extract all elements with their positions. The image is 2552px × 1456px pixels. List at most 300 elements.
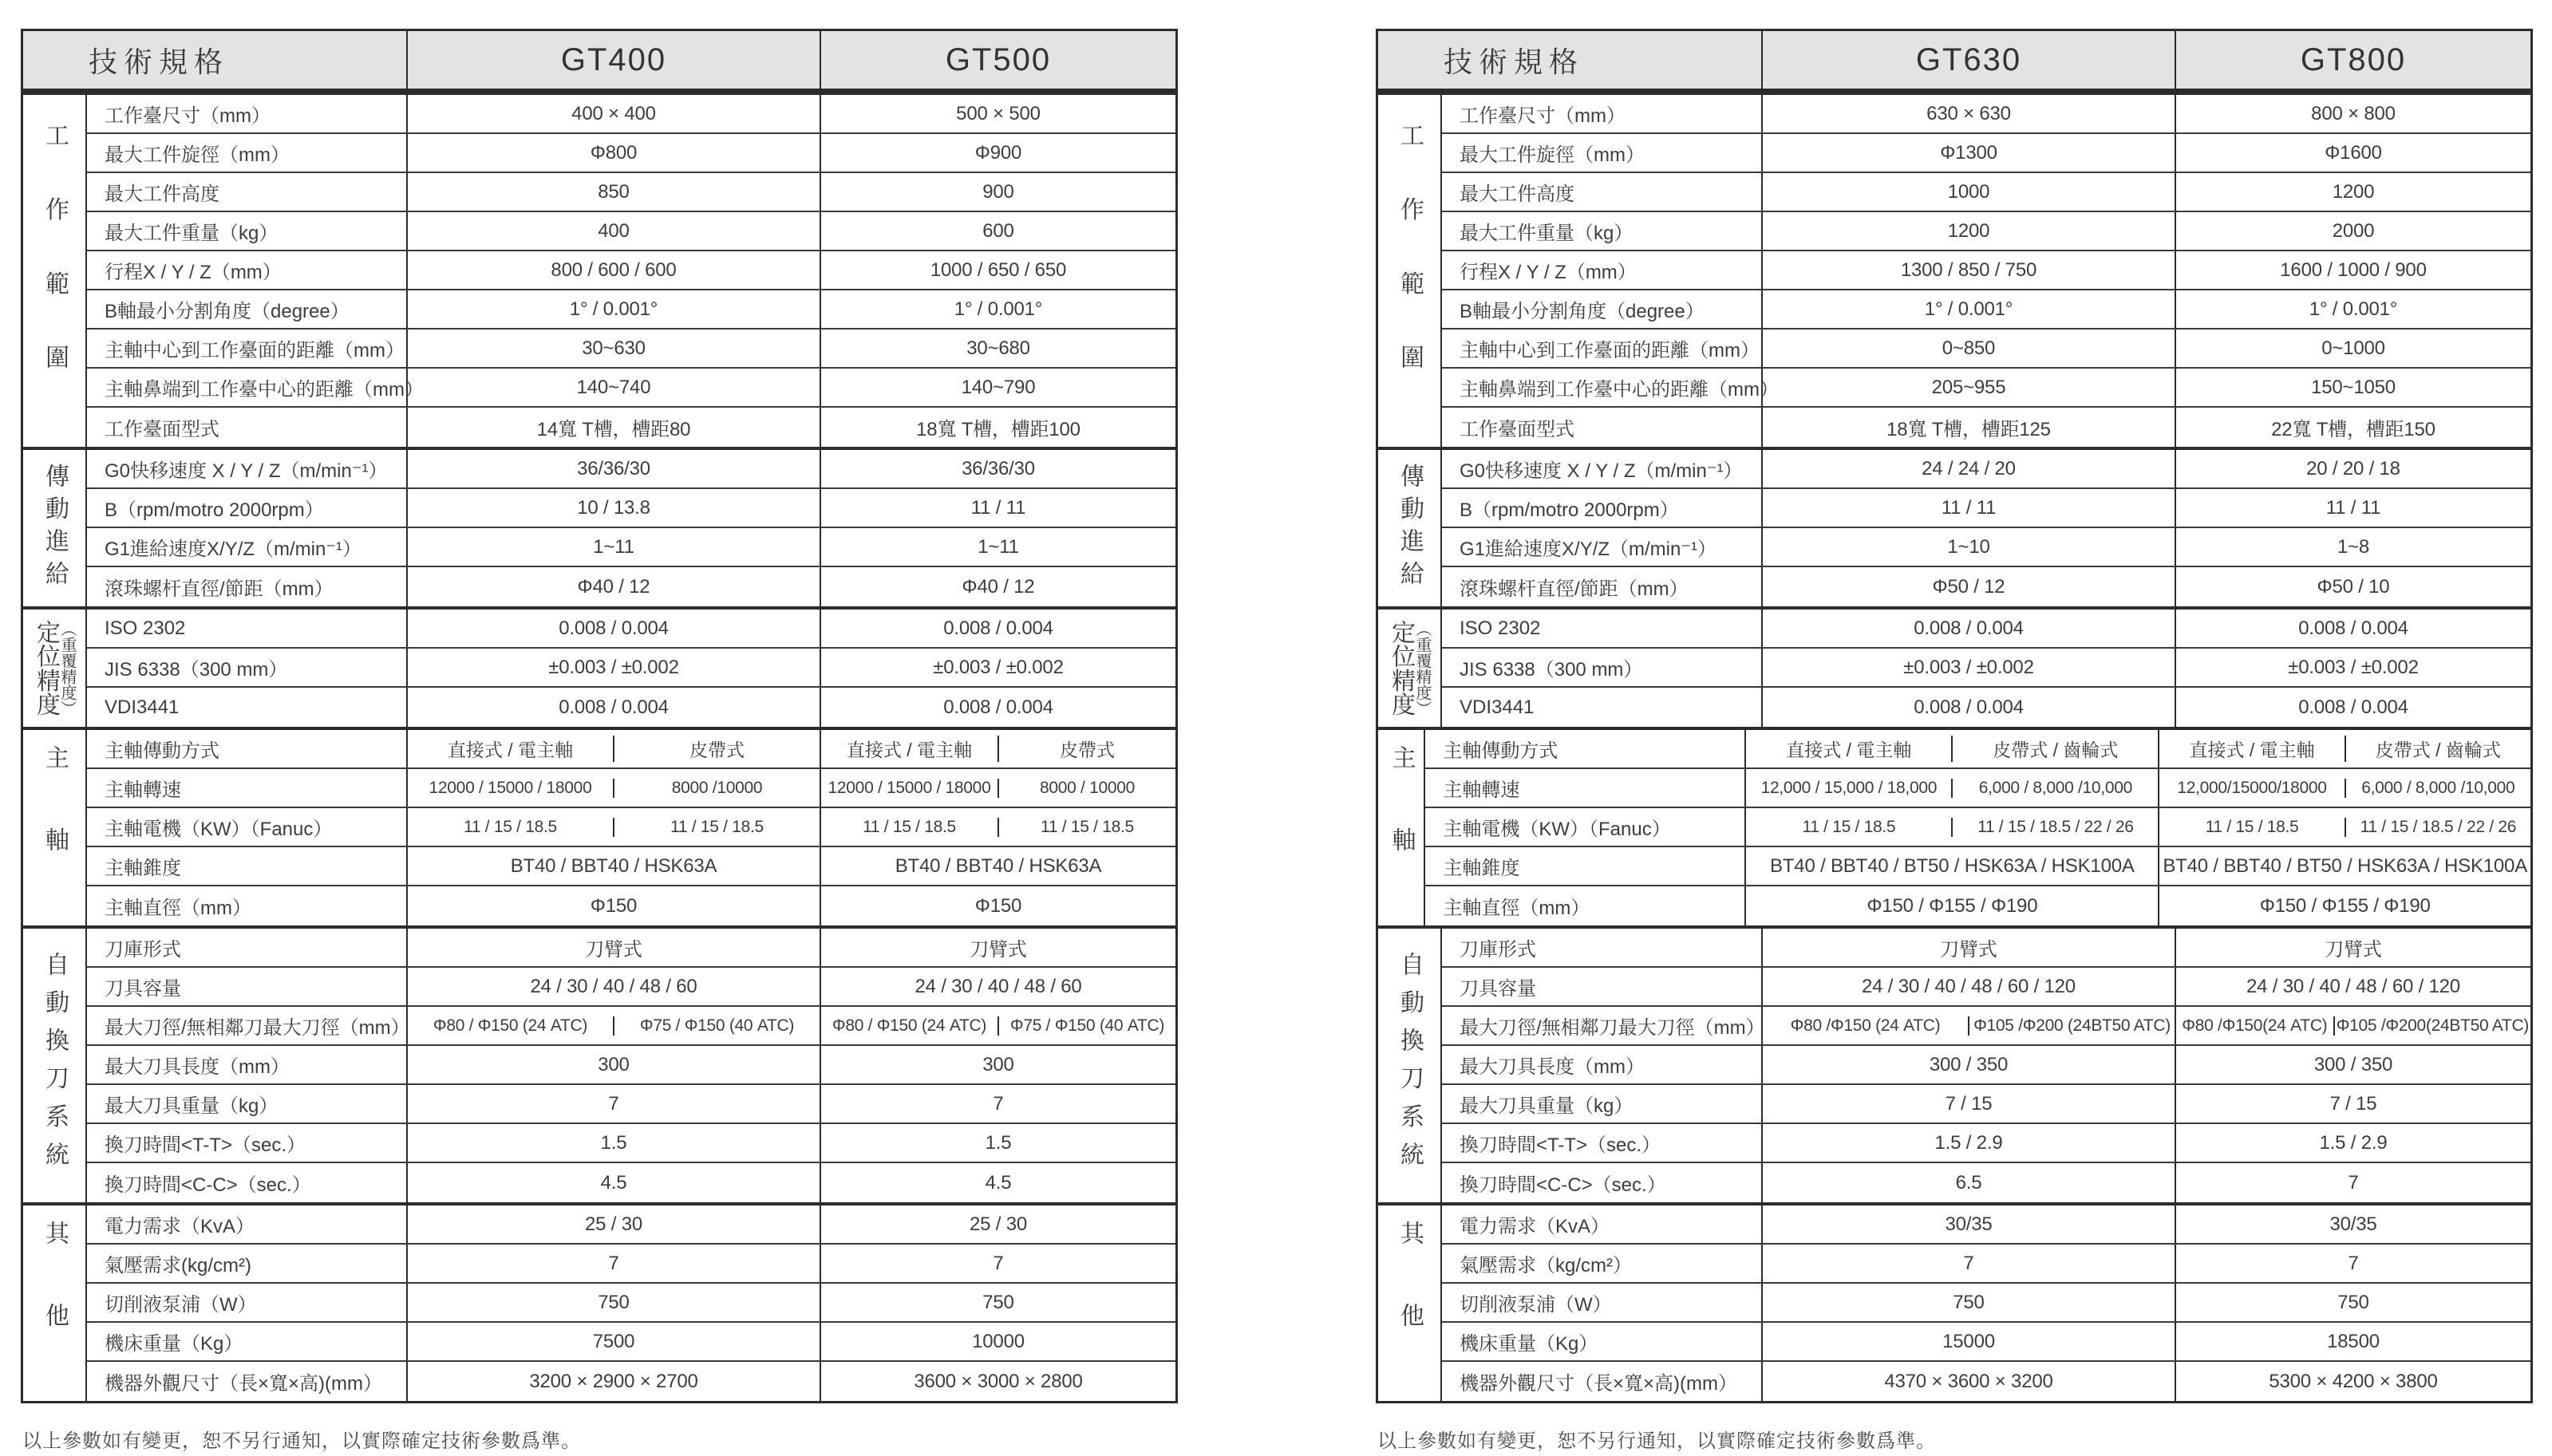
value-cell: 刀臂式 xyxy=(1763,929,2176,966)
spec-row xyxy=(87,886,1175,925)
spec-row xyxy=(87,847,1175,886)
value-cell: 36/36/30 xyxy=(408,450,821,487)
row-label: 最大刀具長度（mm） xyxy=(87,1046,408,1083)
row-label: 工作臺尺寸（mm） xyxy=(1442,95,1763,132)
spec-row xyxy=(87,567,1175,606)
row-label: 氣壓需求（kg/cm²） xyxy=(1442,1245,1763,1282)
row-label: 機器外觀尺寸（長×寬×高)(mm） xyxy=(87,1362,408,1401)
spec-table-gt400-gt500 xyxy=(21,29,1178,1403)
row-label: 行程X / Y / Z（mm） xyxy=(1442,251,1763,289)
spec-row xyxy=(87,1205,1175,1245)
spec-row xyxy=(87,1046,1175,1085)
value-cell: 0~1000 xyxy=(2321,337,2385,359)
spec-group xyxy=(1378,92,2530,447)
group-label-text: 主軸 xyxy=(1388,745,1415,910)
row-label: 刀具容量 xyxy=(1442,968,1763,1005)
value-cell: 1° / 0.001° xyxy=(1763,290,2176,328)
value-cell: ±0.003 / ±0.002 xyxy=(2288,656,2419,678)
value-cell: 18500 xyxy=(2327,1330,2380,1352)
value-half: 皮帶式 xyxy=(613,736,820,762)
value-cell: 750 xyxy=(982,1291,1014,1313)
spec-group xyxy=(1378,1202,2530,1401)
table-header xyxy=(23,31,1175,92)
spec-row xyxy=(1442,1163,2530,1202)
value-half: 12000 / 15000 / 18000 xyxy=(828,778,991,797)
spec-group xyxy=(23,606,1175,727)
value-cell: 刀臂式 xyxy=(2325,939,2382,961)
row-label: 主軸電機（KW）（Fanuc） xyxy=(87,808,408,846)
value-cell: 1~8 xyxy=(2337,535,2370,558)
row-label: 主軸中心到工作臺面的距離（mm） xyxy=(87,329,408,367)
group-rows xyxy=(87,1205,1175,1401)
value-half: Φ80 / Φ150 (24 ATC) xyxy=(832,1016,987,1035)
value-half: 11 / 15 / 18.5 / 22 / 26 xyxy=(2345,818,2530,837)
value-cell: 1200 xyxy=(2332,180,2375,203)
value-cell: 1000 / 650 / 650 xyxy=(930,258,1067,281)
value-cell: 300 / 350 xyxy=(2313,1053,2393,1075)
value-cell: 30/35 xyxy=(1763,1205,2176,1243)
value-cell: 7 xyxy=(2348,1171,2359,1194)
value-cell xyxy=(408,808,821,846)
value-cell: 11 / 11 xyxy=(1763,489,2176,527)
value-cell: 4.5 xyxy=(408,1163,821,1202)
table-header xyxy=(1378,31,2530,92)
value-cell xyxy=(1746,808,2159,846)
group-rows xyxy=(1425,730,2530,925)
spec-row xyxy=(87,808,1175,847)
spec-row xyxy=(1442,408,2530,447)
spec-row xyxy=(1425,808,2530,847)
value-cell: 11 / 11 xyxy=(970,496,1026,519)
group-rows xyxy=(87,450,1175,606)
footnote: 以上參數如有變更，恕不另行通知，以實際確定技術參數爲準。 xyxy=(22,1430,581,1452)
value-half: 直接式 / 電主軸 xyxy=(447,740,574,760)
row-label: 主軸傳動方式 xyxy=(87,730,408,767)
value-cell xyxy=(2159,808,2530,846)
spec-row xyxy=(87,929,1175,968)
value-cell: 24 / 24 / 20 xyxy=(1763,450,2176,487)
group-label-text: 其他 xyxy=(41,1221,68,1386)
value-cell: 刀臂式 xyxy=(970,939,1027,961)
row-label: 最大刀具重量（kg） xyxy=(87,1085,408,1123)
value-cell xyxy=(2159,730,2530,767)
value-cell: Φ800 xyxy=(408,134,821,172)
spec-row xyxy=(1442,528,2530,567)
spec-group xyxy=(1378,925,2530,1202)
value-cell: 0.008 / 0.004 xyxy=(1763,610,2176,647)
spec-row xyxy=(1442,1323,2530,1362)
spec-row xyxy=(87,450,1175,489)
row-label: 電力需求（KvA） xyxy=(87,1205,408,1243)
value-cell: BT40 / BBT40 / HSK63A xyxy=(408,847,821,885)
value-cell: 0.008 / 0.004 xyxy=(2298,696,2408,718)
group-label xyxy=(1378,95,1442,447)
value-cell: 18寬 T槽，槽距125 xyxy=(1763,408,2176,447)
value-cell: 6.5 xyxy=(1763,1163,2176,1202)
value-cell: BT40 / BBT40 / HSK63A xyxy=(895,854,1102,877)
value-cell: 30~630 xyxy=(408,329,821,367)
value-cell: 800 / 600 / 600 xyxy=(408,251,821,289)
value-cell: 11 / 11 xyxy=(2325,496,2381,519)
row-label: 主軸傳動方式 xyxy=(1425,730,1746,767)
spec-row xyxy=(1425,769,2530,808)
spec-row xyxy=(87,134,1175,173)
group-label-text: 自動換刀系統 xyxy=(1396,951,1423,1180)
spec-group xyxy=(1378,447,2530,606)
row-label: B（rpm/motro 2000rpm） xyxy=(87,489,408,527)
value-cell: 1200 xyxy=(1763,212,2176,250)
value-cell xyxy=(1763,1007,2176,1044)
value-cell: 1300 / 850 / 750 xyxy=(1763,251,2176,289)
value-cell: ±0.003 / ±0.002 xyxy=(1763,649,2176,686)
value-cell: 750 xyxy=(2337,1291,2369,1313)
model-header: GT800 xyxy=(2300,41,2407,77)
spec-row xyxy=(87,1245,1175,1284)
spec-group xyxy=(23,92,1175,447)
value-cell: 7 xyxy=(408,1085,821,1123)
group-rows xyxy=(1442,929,2530,1202)
model-header: GT500 xyxy=(945,41,1052,77)
value-half: 6,000 / 8,000 /10,000 xyxy=(2345,779,2530,798)
spec-row xyxy=(1442,1245,2530,1284)
spec-row xyxy=(1442,1124,2530,1163)
value-cell: 4370 × 3600 × 3200 xyxy=(1763,1362,2176,1401)
row-label: 主軸鼻端到工作臺中心的距離（mm） xyxy=(1442,369,1763,406)
spec-row xyxy=(87,769,1175,808)
value-cell: 1600 / 1000 / 900 xyxy=(2280,258,2427,281)
value-cell: 36/36/30 xyxy=(962,457,1035,479)
spec-row xyxy=(1425,847,2530,886)
value-cell: 7 xyxy=(1763,1245,2176,1282)
row-label: G0快移速度 X / Y / Z（m/min⁻¹） xyxy=(1442,450,1763,487)
group-label-text: 主軸 xyxy=(41,745,68,910)
value-cell: 0~850 xyxy=(1763,329,2176,367)
value-half: 11 / 15 / 18.5 xyxy=(997,818,1175,837)
spec-row xyxy=(1442,649,2530,688)
row-label: 刀庫形式 xyxy=(87,929,408,966)
spec-row xyxy=(1442,329,2530,369)
value-cell: 7 xyxy=(993,1092,1004,1115)
value-cell: Φ150 / Φ155 / Φ190 xyxy=(2259,894,2431,917)
group-label-text: 定位精度 xyxy=(1388,620,1414,716)
value-half: 11 / 15 / 18.5 xyxy=(1802,817,1896,836)
value-cell xyxy=(821,808,1175,846)
value-cell: ±0.003 / ±0.002 xyxy=(933,656,1064,678)
value-cell: 7 xyxy=(408,1245,821,1282)
group-label xyxy=(1378,450,1442,606)
value-half: Φ105 /Φ200(24BT50 ATC) xyxy=(2333,1016,2530,1036)
value-half: Φ75 / Φ150 (40 ATC) xyxy=(613,1016,820,1036)
spec-row xyxy=(87,212,1175,251)
spec-row xyxy=(1442,688,2530,727)
row-label: 機器外觀尺寸（長×寬×高)(mm） xyxy=(1442,1362,1763,1401)
spec-row xyxy=(87,95,1175,134)
value-cell: 2000 xyxy=(2332,219,2375,242)
value-cell xyxy=(408,730,821,767)
row-label: 最大刀徑/無相鄰刀最大刀徑（mm） xyxy=(1442,1007,1763,1044)
value-cell: Φ1600 xyxy=(2325,141,2382,164)
group-rows xyxy=(1442,1205,2530,1401)
value-cell: 0.008 / 0.004 xyxy=(2298,617,2408,639)
spec-row xyxy=(1442,1205,2530,1245)
value-cell: 630 × 630 xyxy=(1763,95,2176,132)
value-cell xyxy=(2176,1007,2530,1044)
value-cell xyxy=(821,769,1175,807)
row-label: 主軸轉速 xyxy=(87,769,408,807)
spec-row xyxy=(87,1284,1175,1323)
spec-group xyxy=(23,1202,1175,1401)
value-cell: Φ150 xyxy=(974,894,1022,917)
value-half: 12000 / 15000 / 18000 xyxy=(429,778,592,797)
value-cell: 140~790 xyxy=(961,376,1036,398)
model-header: GT630 xyxy=(1763,31,2176,89)
value-half: 6,000 / 8,000 /10,000 xyxy=(1951,779,2158,798)
row-label: 滾珠螺杆直徑/節距（mm） xyxy=(87,567,408,606)
value-cell: 30/35 xyxy=(2329,1213,2377,1235)
group-rows xyxy=(87,610,1175,727)
row-label: 最大工件旋徑（mm） xyxy=(87,134,408,172)
value-cell: 25 / 30 xyxy=(970,1213,1027,1235)
value-cell xyxy=(1746,730,2159,767)
group-rows xyxy=(87,730,1175,925)
value-half: 皮帶式 / 齒輪式 xyxy=(1951,736,2158,762)
value-cell: Φ40 / 12 xyxy=(962,575,1035,598)
row-label: 電力需求（KvA） xyxy=(1442,1205,1763,1243)
spec-group xyxy=(1378,606,2530,727)
row-label: 切削液泵浦（W） xyxy=(1442,1284,1763,1321)
value-cell: 24 / 30 / 40 / 48 / 60 / 120 xyxy=(1763,968,2176,1005)
value-cell: 10 / 13.8 xyxy=(408,489,821,527)
value-cell: 400 xyxy=(408,212,821,250)
spec-row xyxy=(1442,290,2530,329)
spec-row xyxy=(87,408,1175,447)
spec-row xyxy=(1442,450,2530,489)
row-label: 主軸電機（KW）（Fanuc） xyxy=(1425,808,1746,846)
spec-row xyxy=(87,489,1175,528)
spec-row xyxy=(87,688,1175,727)
row-label: B（rpm/motro 2000rpm） xyxy=(1442,489,1763,527)
value-cell: 1° / 0.001° xyxy=(408,290,821,328)
value-cell: 24 / 30 / 40 / 48 / 60 / 120 xyxy=(2246,975,2460,997)
row-label: 工作臺面型式 xyxy=(1442,408,1763,447)
group-label xyxy=(1378,929,1442,1202)
group-label xyxy=(1378,610,1442,727)
spec-row xyxy=(1442,1085,2530,1124)
value-cell: 7500 xyxy=(408,1323,821,1360)
row-label: 最大刀徑/無相鄰刀最大刀徑（mm） xyxy=(87,1007,408,1044)
row-label: 換刀時間<T-T>（sec.） xyxy=(1442,1124,1763,1162)
value-half: 11 / 15 / 18.5 xyxy=(464,817,557,836)
group-label xyxy=(1378,1205,1442,1401)
value-cell xyxy=(821,730,1175,767)
value-cell: 1~11 xyxy=(408,528,821,566)
spec-row xyxy=(87,1007,1175,1046)
value-cell: BT40 / BBT40 / BT50 / HSK63A / HSK100A xyxy=(2163,854,2527,877)
value-cell: Φ150 / Φ155 / Φ190 xyxy=(1746,886,2159,925)
row-label: G1進給速度X/Y/Z（m/min⁻¹） xyxy=(87,528,408,566)
value-cell: 24 / 30 / 40 / 48 / 60 xyxy=(408,968,821,1005)
value-cell: 400 × 400 xyxy=(408,95,821,132)
value-cell: 1~11 xyxy=(978,535,1019,558)
spec-row xyxy=(87,649,1175,688)
value-cell: Φ50 / 10 xyxy=(2317,575,2390,598)
spec-row xyxy=(1442,369,2530,408)
value-cell: 300 xyxy=(408,1046,821,1083)
value-cell: Φ900 xyxy=(974,141,1022,164)
spec-table-gt630-gt800 xyxy=(1376,29,2533,1403)
row-label: ISO 2302 xyxy=(87,610,408,647)
value-cell: 5300 × 4200 × 3800 xyxy=(2269,1370,2438,1392)
row-label: 最大工件高度 xyxy=(87,173,408,211)
spec-row xyxy=(87,1163,1175,1202)
value-cell: 24 / 30 / 40 / 48 / 60 xyxy=(915,975,1082,997)
group-label-text: 傳動進給 xyxy=(1396,463,1423,594)
footnote: 以上參數如有變更，恕不另行通知，以實際確定技術參數爲準。 xyxy=(1377,1430,1936,1452)
value-half: Φ80 /Φ150(24 ATC) xyxy=(2182,1016,2328,1035)
row-label: VDI3441 xyxy=(87,688,408,727)
group-label-text: 工作範圍 xyxy=(41,123,68,419)
value-half: Φ80 /Φ150 (24 ATC) xyxy=(1790,1016,1941,1035)
value-cell: 600 xyxy=(982,219,1014,242)
value-cell: Φ1300 xyxy=(1763,134,2176,172)
spec-row xyxy=(1425,886,2530,925)
spec-row xyxy=(1442,134,2530,173)
spec-row xyxy=(87,1323,1175,1362)
value-cell: 300 / 350 xyxy=(1763,1046,2176,1083)
group-rows xyxy=(1442,610,2530,727)
group-label xyxy=(23,610,87,727)
value-half: 直接式 / 電主軸 xyxy=(2189,740,2315,760)
value-cell: 7 xyxy=(2348,1252,2359,1274)
row-label: 刀庫形式 xyxy=(1442,929,1763,966)
spec-row xyxy=(87,610,1175,649)
row-label: 滾珠螺杆直徑/節距（mm） xyxy=(1442,567,1763,606)
value-cell: ±0.003 / ±0.002 xyxy=(408,649,821,686)
spec-row xyxy=(1442,1046,2530,1085)
value-cell: 刀臂式 xyxy=(408,929,821,966)
spec-row xyxy=(1442,251,2530,290)
group-label-text: 自動換刀系統 xyxy=(41,951,68,1180)
spec-row xyxy=(1425,730,2530,769)
row-label: 主軸錐度 xyxy=(87,847,408,885)
spec-row xyxy=(1442,212,2530,251)
value-cell: 15000 xyxy=(1763,1323,2176,1360)
value-cell: 140~740 xyxy=(408,369,821,406)
group-label-text: 定位精度 xyxy=(33,620,59,716)
value-half: 11 / 15 / 18.5 xyxy=(2205,817,2299,836)
model-header: GT400 xyxy=(408,31,821,89)
spec-row xyxy=(87,290,1175,329)
value-half: 12,000 / 15,000 / 18,000 xyxy=(1760,778,1938,797)
spec-group xyxy=(23,727,1175,925)
row-label: 機床重量（Kg） xyxy=(1442,1323,1763,1360)
value-cell: 14寬 T槽，槽距80 xyxy=(408,408,821,447)
value-half: 直接式 / 電主軸 xyxy=(846,740,973,760)
row-label: 機床重量（Kg） xyxy=(87,1323,408,1360)
row-label: 行程X / Y / Z（mm） xyxy=(87,251,408,289)
value-cell: 1.5 / 2.9 xyxy=(1763,1124,2176,1162)
group-label-text: 工作範圍 xyxy=(1396,123,1423,419)
value-cell: 0.008 / 0.004 xyxy=(943,696,1053,718)
spec-row xyxy=(1442,173,2530,212)
row-label: 最大工件重量（kg） xyxy=(87,212,408,250)
value-cell: 300 xyxy=(982,1053,1014,1075)
row-label: 換刀時間<C-C>（sec.） xyxy=(87,1163,408,1202)
value-cell: 3600 × 3000 × 2800 xyxy=(914,1370,1083,1392)
value-half: 12,000/15000/18000 xyxy=(2177,778,2327,797)
group-label-text: 其他 xyxy=(1396,1221,1423,1386)
value-cell: 500 × 500 xyxy=(956,102,1041,124)
spec-row xyxy=(87,730,1175,769)
spec-group xyxy=(1378,727,2530,925)
row-label: 主軸直徑（mm） xyxy=(87,886,408,925)
value-half: 8000 / 10000 xyxy=(997,779,1175,798)
value-cell xyxy=(2159,769,2530,807)
row-label: G0快移速度 X / Y / Z（m/min⁻¹） xyxy=(87,450,408,487)
value-cell: Φ40 / 12 xyxy=(408,567,821,606)
spec-row xyxy=(87,1362,1175,1401)
value-cell: 750 xyxy=(408,1284,821,1321)
value-cell: 0.008 / 0.004 xyxy=(408,688,821,727)
group-label xyxy=(23,730,87,925)
value-cell: 0.008 / 0.004 xyxy=(408,610,821,647)
row-label: 刀具容量 xyxy=(87,968,408,1005)
group-label-text: 傳動進給 xyxy=(41,463,68,594)
row-label: VDI3441 xyxy=(1442,688,1763,727)
value-cell: 3200 × 2900 × 2700 xyxy=(408,1362,821,1401)
value-half: Φ75 / Φ150 (40 ATC) xyxy=(997,1016,1175,1036)
value-cell: BT40 / BBT40 / BT50 / HSK63A / HSK100A xyxy=(1746,847,2159,885)
value-cell: 20 / 20 / 18 xyxy=(2306,457,2400,479)
value-cell: Φ150 xyxy=(408,886,821,925)
value-cell: 900 xyxy=(982,180,1014,203)
value-cell xyxy=(1746,769,2159,807)
value-cell: 205~955 xyxy=(1763,369,2176,406)
value-cell: 0.008 / 0.004 xyxy=(943,617,1053,639)
group-rows xyxy=(87,929,1175,1202)
row-label: 主軸中心到工作臺面的距離（mm） xyxy=(1442,329,1763,367)
spec-group xyxy=(23,925,1175,1202)
value-cell xyxy=(408,1007,821,1044)
spec-row xyxy=(1442,489,2530,528)
row-label: 主軸轉速 xyxy=(1425,769,1746,807)
spec-row xyxy=(1442,1362,2530,1401)
group-label xyxy=(1378,730,1425,925)
group-label-subtext: （重覆精度） xyxy=(1413,620,1431,716)
spec-row xyxy=(1442,1007,2530,1046)
row-label: 最大工件重量（kg） xyxy=(1442,212,1763,250)
row-label: 最大工件高度 xyxy=(1442,173,1763,211)
value-half: 直接式 / 電主軸 xyxy=(1786,740,1912,760)
group-label xyxy=(23,95,87,447)
spec-row xyxy=(1442,95,2530,134)
spec-row xyxy=(1442,929,2530,968)
spec-row xyxy=(87,528,1175,567)
row-label: ISO 2302 xyxy=(1442,610,1763,647)
row-label: JIS 6338（300 mm） xyxy=(87,649,408,686)
value-cell: 850 xyxy=(408,173,821,211)
value-cell: 1~10 xyxy=(1763,528,2176,566)
group-label xyxy=(23,1205,87,1401)
value-cell xyxy=(408,769,821,807)
value-half: 8000 /10000 xyxy=(613,779,820,798)
value-half: Φ80 / Φ150 (24 ATC) xyxy=(433,1016,588,1035)
spec-group xyxy=(23,447,1175,606)
spec-row xyxy=(1442,1284,2530,1323)
value-cell xyxy=(821,1007,1175,1044)
row-label: G1進給速度X/Y/Z（m/min⁻¹） xyxy=(1442,528,1763,566)
group-rows xyxy=(1442,450,2530,606)
